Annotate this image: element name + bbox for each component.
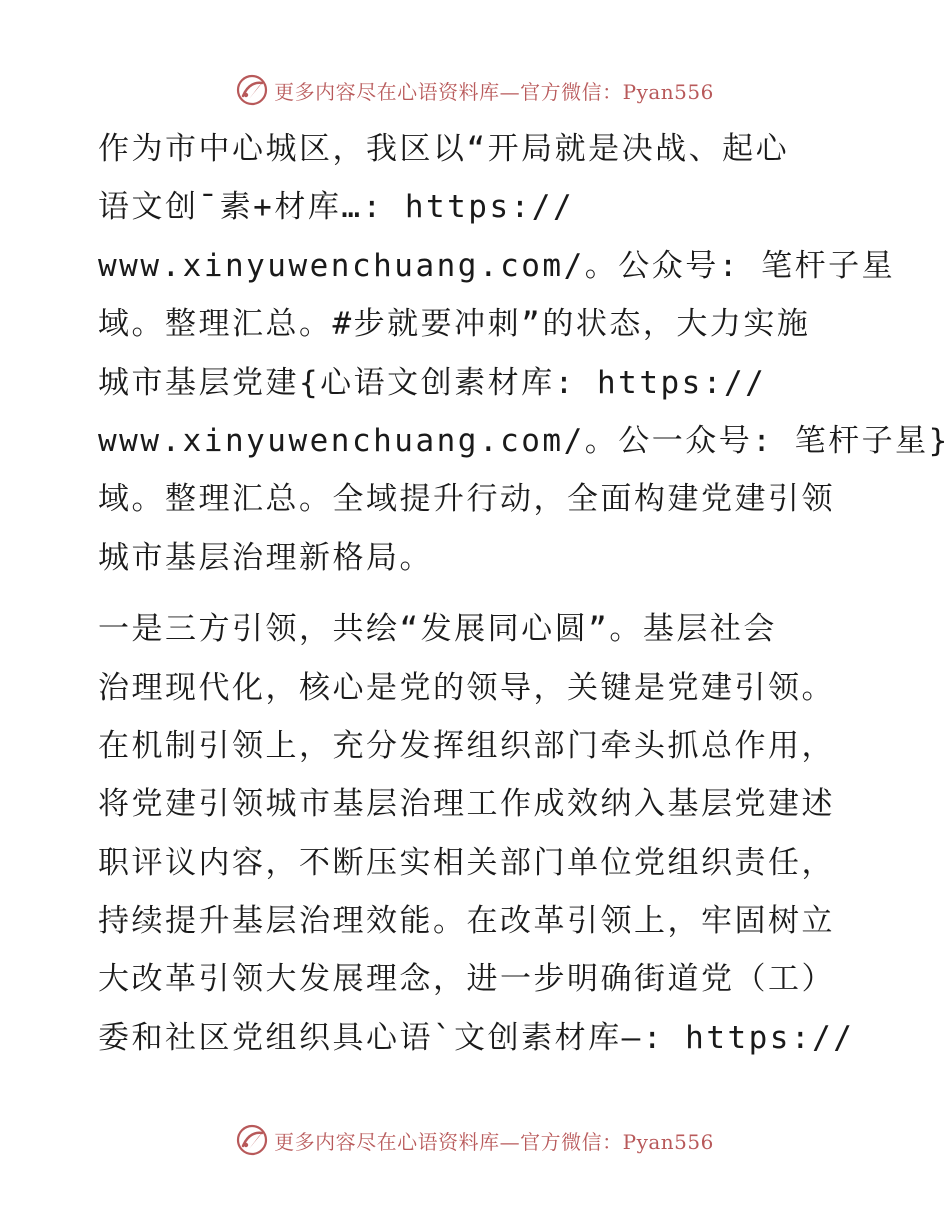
header-banner bbox=[0, 72, 950, 108]
text-line: 将党建引领城市基层治理工作成效纳入基层党建述 bbox=[98, 786, 835, 823]
text-line: 域。整理汇总。#步就要冲刺”的状态，大力实施 bbox=[98, 306, 811, 343]
text-line: 持续提升基层治理效能。在改革引领上，牢固树立 bbox=[98, 903, 835, 940]
paragraph-spacer bbox=[98, 587, 858, 600]
footer-banner bbox=[0, 1122, 950, 1158]
header-banner-text: 更多内容尽在心语资料库—官方微信：Pyan556 bbox=[274, 79, 714, 104]
footer-banner-text: 更多内容尽在心语资料库—官方微信：Pyan556 bbox=[274, 1129, 714, 1154]
text-line: www.xinyuwenchuang.com/。公一众号: 笔杆子星} bbox=[98, 422, 950, 459]
text-line: 治理现代化，核心是党的领导，关键是党建引领。 bbox=[98, 669, 835, 706]
text-line: www.xinyuwenchuang.com/。公众号: 笔杆子星 bbox=[98, 247, 896, 284]
text-line: 职评议内容，不断压实相关部门单位党组织责任， bbox=[98, 844, 835, 881]
paragraph-2 bbox=[98, 600, 858, 1067]
text-line: 在机制引领上，充分发挥组织部门牵头抓总作用， bbox=[98, 727, 835, 764]
text-line: 作为市中心城区，我区以“开局就是决战、起心 bbox=[98, 131, 790, 167]
text-line: 大改革引领大发展理念，进一步明确街道党（工） bbox=[98, 961, 835, 998]
text-line: 一是三方引领，共绘“发展同心圆”。基层社会 bbox=[98, 611, 777, 648]
text-line: 城市基层治理新格局。 bbox=[98, 539, 433, 576]
paragraph-1 bbox=[98, 120, 950, 587]
footer-banner-inner bbox=[236, 1124, 714, 1156]
text-line: 域。整理汇总。全域提升行动，全面构建党建引领 bbox=[98, 481, 835, 518]
header-banner-inner bbox=[236, 74, 714, 106]
pen-nib-logo-icon bbox=[236, 1124, 268, 1156]
document-body bbox=[98, 120, 950, 1067]
text-line: 语文创¯素+材库…: https:// bbox=[98, 189, 575, 226]
text-line: 委和社区党组织具心语`文创素材库—: https:// bbox=[98, 1019, 855, 1056]
pen-nib-logo-icon bbox=[236, 74, 268, 106]
text-line: 城市基层党建{心语文创素材库: https:// bbox=[98, 364, 767, 401]
